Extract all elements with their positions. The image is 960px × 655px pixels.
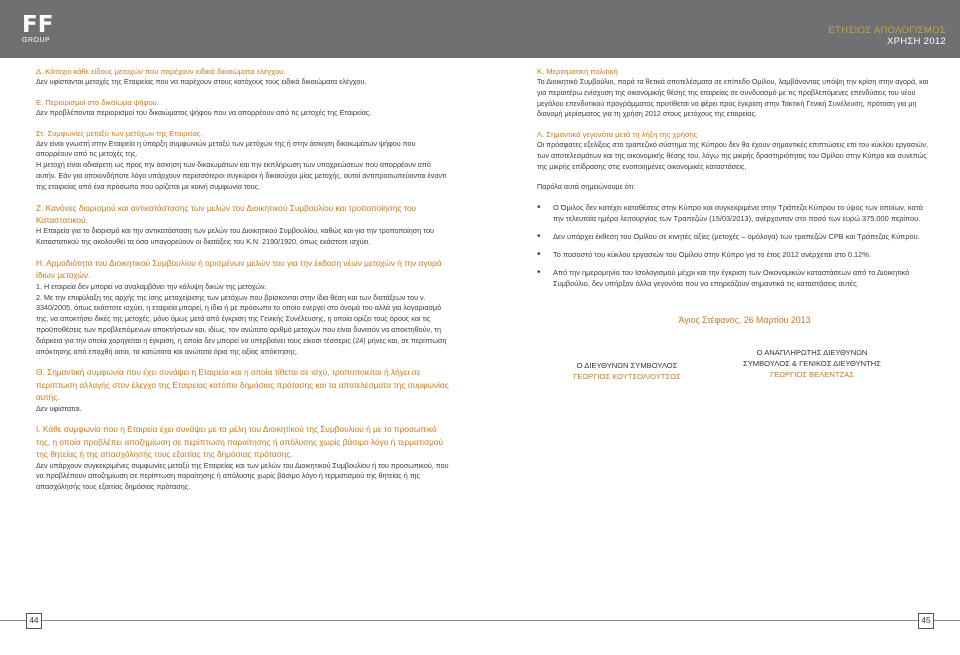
page-number-left: 44	[26, 613, 42, 629]
signature-deputy-role2: ΣΥΜΒΟΥΛΟΣ & ΓΕΝΙΚΟΣ ΔΙΕΥΘΥΝΤΗΣ	[743, 359, 881, 369]
events-list	[537, 202, 932, 289]
section-d-text: Δεν υφίστανται μετοχές της Εταιρείας που να παρέχουν στους κατόχους τους ειδικά δικαιώματα ελέγχου.	[36, 77, 367, 86]
list-item: • Ο Όμιλος δεν κατέχει καταθέσεις στην Κύπρο και συγκεκριμένα στην Τράπεζα Κύπρου το ύψος των οποίων, κατά την τελευταία ημέρα λειτουργίας των Τραπεζών (15/03/2013), ανέρχονταν στο ποσό των ευρώ 375.000 περίπου.	[537, 202, 932, 224]
page-number-right: 45	[918, 613, 934, 629]
list-item: • Από την ημερομηνία του Ισολογισμού μέχρι και την έγκριση των Οικονομικών καταστάσεων από το Διοικητικό Συμβούλιο, δεν υπήρξαν άλλα γεγονότα που να επηρεάζουν σημαντικά τις καταστάσεις αυτές.	[537, 267, 932, 289]
footer-rule	[42, 620, 918, 621]
section-i-title: Ι. Κάθε συμφωνία που η Εταιρεία έχει συνάψει με τα μέλη του Διοικητικού της Συμβουλίου ή με το προσωπικό της, η οποία προβλέπει αποζημίωση σε περίπτωση παραίτησης ή απόλυσης χωρίς βάσιμο λόγο ή τερματισμού της θητείας ή της απασχόλησής τους εξαιτίας της δημόσιας πρότασης.	[36, 424, 444, 460]
section-h-text2: 2. Με την επιφύλαξη της αρχής της ίσης μεταχείρισης των μετόχων που βρίσκονται στην ίδια θέση και των διατάξεων του ν. 3340/2005, όπως εκάστοτε ισχύει, η εταιρεία μπορεί, η ίδια ή με πρόσωπο το οποίο ενεργεί στο όνομά του αλλά για λογαριασμό της, να αποκτήσει δικές της μετοχές, μόνο όμως μετά από έγκριση της Γενικής Συνέλευσης, η οποία ορίζει τους όρους και τις προϋποθέσεις των προβλεπόμενων αποκτήσεων και, ιδίως, τον ανώτατο αριθμό μετοχών που είναι δυνατόν να αποκτηθούν, τη διάρκεια για την οποία χορηγείται η έγκριση, η οποία δεν μπορεί να υπερβαίνει τους είκοσι τέσσερις (24) μήνες και, σε περίπτωση απόκτησης από επαχθή αιτία, τα κατώτατα και ανώτατα όρια της αξίας απόκτησης.	[36, 292, 447, 356]
signature-deputy-role1: Ο ΑΝΑΠΛΗΡΩΤΗΣ ΔΙΕΥΘΥΝΩΝ	[756, 348, 868, 358]
signature-ceo-role: Ο ΔΙΕΥΘΥΝΩΝ ΣΥΜΒΟΥΛΟΣ	[576, 361, 678, 371]
signature-ceo-name: ΓΕΩΡΓΙΟΣ ΚΟΥΤΣΟΛΙΟΥΤΣΟΣ	[573, 372, 681, 382]
section-th-text: Δεν υφίσταται.	[36, 403, 82, 413]
section-z-title: Ζ. Κανόνες διορισμού και αντικατάστασης των μελών του Διοικητικού Συμβουλίου και τροποποίησης του Καταστατικού.	[36, 202, 417, 225]
section-th-title: Θ. Σημαντική συμφωνία που έχει συνάψει η Εταιρεία και η οποία τίθεται σε ισχύ, τροποποιείται ή λήγει σε περίπτωση αλλαγής στον έλεγχο της Εταιρείας κατόπιν δημόσιας πρότασης και τα αποτελέσματα της συμφωνίας αυτής.	[36, 367, 449, 403]
signature-deputy-name: ΓΕΩΡΓΙΟΣ ΒΕΛΕΝΤΖΑΣ	[770, 370, 854, 380]
section-z-text: Η Εταιρεία για το διορισμό και την αντικατάσταση των μελών του Διοικητικού Συμβουλίου, καθώς και για την τροποποίηση του Καταστατικού της ακολουθεί τα όσα υπαγορεύουν οι διατάξεις του Κ.Ν. 2190/1920, όπως εκάστοτε ισχύει.	[36, 226, 434, 247]
left-column	[36, 66, 451, 493]
list-item: • Το ποσοστό του κύκλου εργασιών του Ομίλου στην Κύπρο για το έτος 2012 ανέρχεται στο 0,12%.	[537, 249, 932, 260]
signature-deputy	[712, 347, 912, 380]
report-title	[829, 25, 946, 47]
section-l-text: Οι πρόσφατες εξελίξεις στο τραπεζικό σύστημα της Κύπρου δεν θα έχουν σημαντικές επιπτώσεις επί του κύκλου εργασιών, των αποτελεσμάτων και της οικονομικής θέσης του, λόγω της μικρής δραστηριότητας του Ομίλου στην Κύπρο και συνεπώς της μικρής επίδρασης στις ενοποιημένες οικονομικές καταστάσεις.	[537, 140, 929, 171]
list-item: • Δεν υπάρχει έκθεση του Ομίλου σε κινητές αξίες (μετοχές – ομόλογα) των τραπεζών CPB και Τράπεζας Κύπρου.	[537, 231, 932, 242]
section-i-text: Δεν υπάρχουν συγκεκριμένες συμφωνίες μεταξύ της Εταιρείας και των μελών του Διοικητικού Συμβουλίου ή του προσωπικού, που να προβλέπουν αποζημίωση σε περίπτωση παραίτησης ή απόλυσης χωρίς βάσιμο λόγο ή τερματισμού της θητείας ή της απασχόλησής τους εξαιτίας δημόσιας πρότασης.	[36, 460, 449, 492]
section-st-text2: Η μετοχή είναι αδιαίρετη ως προς την άσκηση των δικαιωμάτων και την εκπλήρωση των υποχρεώσεων που απορρέουν από αυτήν. Εάν για οποιονδήποτε λόγο υπάρχουν περισσότεροι συγκύριοι ή δικαιούχοι μίας μετοχής, αυτοί αντιπροσωπεύονται έναντι της εταιρείας από ένα πρόσωπο που ορίζεται με κοινή συμφωνία τους.	[36, 160, 447, 191]
signature-ceo	[547, 360, 707, 382]
section-l-intro: Παρόλα αυτά σημειώνουμε ότι:	[537, 181, 636, 191]
report-title-line: ΕΤΗΣΙΟΣ ΑΠΟΛΟΓΙΣΜΟΣ	[828, 25, 946, 36]
section-k-text: Το Διοικητικό Συμβούλιο, παρά τα θετικά αποτελέσματα σε επίπεδο Ομίλου, λαμβάνοντας υπόψη την κρίση στην αγορά, και για περαιτέρω ενίσχυση της οικονομικής θέσης της εταιρείας σε συνδυασμό με τις προβλεπόμενες επενδύσεις του νέου μεγάλου επενδυτικού προγράμματος προτίθεται να φέρει προς έγκριση στην Τακτική Γενική Συνέλευση, πρόταση για μη διανομή μερίσματος για τη χρήση 2012 στους μετόχους της εταιρείας.	[537, 77, 929, 119]
section-e-text: Δεν προβλέπονται περιορισμοί του δικαιώματος ψήφου που να απορρέουν από τις μετοχές της Εταιρείας.	[36, 107, 372, 117]
footer-rule-right-edge	[934, 620, 960, 621]
report-year: ΧΡΗΣΗ 2012	[886, 36, 946, 47]
section-k-title: Κ. Μερισματική πολιτική	[537, 67, 618, 76]
section-h-title: Η. Αρμοδιότητα του Διοικητικού Συμβουλίου ή ορισμένων μελών του για την έκδοση νέων μετοχών ή την αγορά ίδιων μετοχών.	[36, 257, 442, 281]
company-logo	[22, 14, 53, 45]
footer-rule-left-edge	[0, 620, 26, 621]
section-st-text1: Δεν είναι γνωστή στην Εταιρεία η ύπαρξη συμφωνιών μεταξύ των μετόχων της ή στην άσκηση δικαιωμάτων ψήφου που απορρέουν από τις μετοχές της.	[36, 138, 416, 159]
section-h-text1: 1. Η εταιρεία δεν μπορεί να αναλαμβάνει την κάλυψη δικών της μετοχών.	[36, 281, 267, 291]
section-d-title: Δ. Κάτοχοι κάθε είδους μετοχών που παρέχουν ειδικά δικαιώματα ελέγχου.	[36, 67, 286, 76]
logo-ff: FF	[22, 12, 54, 38]
header-bar	[0, 0, 960, 58]
section-st-title: Στ. Συμφωνίες μεταξύ των μετόχων της Εταιρείας.	[36, 128, 203, 138]
right-column	[537, 66, 932, 397]
section-l-title: Λ. Σημαντικά γεγονότα μετά τη λήξη της χρήσης	[537, 130, 698, 140]
section-e-title: Ε. Περιορισμοί στο δικαίωμα ψήφου.	[36, 97, 159, 107]
signatures	[537, 347, 932, 397]
date-place: Άγιος Στέφανος, 26 Μαρτίου 2013	[678, 315, 811, 326]
logo-group: GROUP	[22, 37, 51, 44]
